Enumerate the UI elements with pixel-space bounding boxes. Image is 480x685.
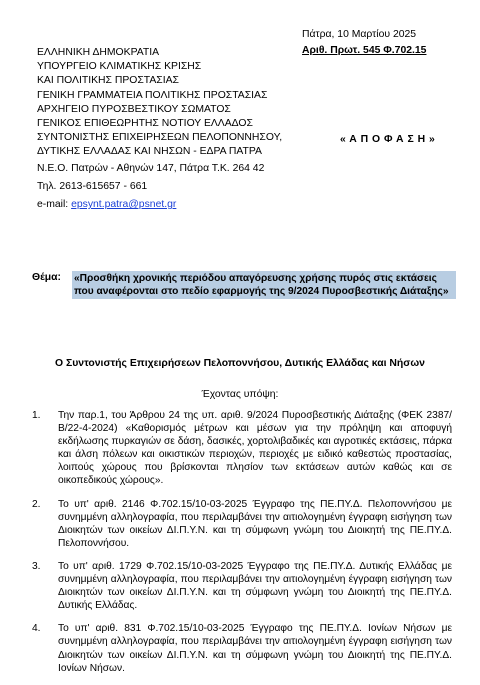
- sender-email-row: [37, 198, 282, 212]
- list-item: [32, 498, 452, 550]
- subject-label: Θέμα:: [32, 272, 61, 283]
- sender-line: ΚΑΙ ΠΟΛΙΤΙΚΗΣ ΠΡΟΣΤΑΣΙΑΣ: [37, 75, 179, 87]
- protocol-number: Αριθ. Πρωτ. 545 Φ.702.15: [302, 45, 427, 56]
- item-text: Το υπ' αριθ. 831 Φ.702.15/10-03-2025 Έγγραφο της ΠΕ.ΠΥ.Δ. Ιονίων Νήσων με συνημμένη αλληλογραφία, που περιλαμβάνει την αιτιολογημένη έγγραφη εισήγηση των Διοικητών των οικείων ΔΙ.Π.Υ.Ν. και τη σύμφωνη γνώμη του Διοικητή της ΠΕ.ΠΥ.Δ. Ιονίων Νήσων.: [58, 623, 452, 674]
- list-item: [32, 409, 452, 488]
- item-text: Την παρ.1, του Άρθρου 24 της υπ. αριθ. 9/2024 Πυροσβεστικής Διάταξης (ΦΕΚ 2387/Β/22-4-2024) «Καθορισμός μέτρων και μέσων για την πρόληψη και αποφυγή εκδήλωσης πυρκαγιών σε δάση, δασικές, χορτολιβαδικές και αγροτικές εκτάσεις, πάρκα και άλση πόλεων και οικιστικών περιοχών, περιοχές με ειδικό καθεστώς προστασίας, λοιπούς χώρους που βρίσκονται πλησίον των εκτάσεων αυτών καθώς και σε οικοπεδικούς χώρους».: [58, 410, 452, 487]
- sender-phone: Τηλ. 2613-615657 - 661: [37, 180, 148, 192]
- email-label: e-mail:: [37, 199, 72, 211]
- item-number: 1.: [32, 410, 41, 421]
- item-text: Το υπ' αριθ. 1729 Φ.702.15/10-03-2025 Έγγραφο της ΠΕ.ΠΥ.Δ. Δυτικής Ελλάδας με συνημμένη αλληλογραφία, που περιλαμβάνει την αιτιολογημένη έγγραφη εισήγηση των Διοικητών των οικείων ΔΙ.Π.Υ.Ν. και τη σύμφωνη γνώμη του Διοικητή της ΠΕ.ΠΥ.Δ. Δυτικής Ελλάδας.: [58, 560, 452, 612]
- sender-line: ΑΡΧΗΓΕΙΟ ΠΥΡΟΣΒΕΣΤΙΚΟΥ ΣΩΜΑΤΟΣ: [37, 103, 231, 115]
- decision-title: « Α Π Ο Φ Α Σ Η »: [340, 134, 436, 145]
- sender-block: [37, 46, 282, 212]
- list-item: [32, 560, 452, 612]
- decision-heading: Ο Συντονιστής Επιχειρήσεων Πελοποννήσου, Δυτικής Ελλάδας και Νήσων: [55, 358, 425, 369]
- item-text: Το υπ' αριθ. 2146 Φ.702.15/10-03-2025 Έγγραφο της ΠΕ.ΠΥ.Δ. Πελοποννήσου με συνημμένη αλληλογραφία, που περιλαμβάνει την αιτιολογημένη έγγραφη εισήγηση των Διοικητών των οικείων ΔΙ.Π.Υ.Ν. και τη σύμφωνη γνώμη του Διοικητή της ΠΕ.ΠΥ.Δ. Πελοποννήσου.: [58, 498, 452, 549]
- having-regard-label: Έχοντας υπόψη:: [201, 389, 279, 400]
- sender-line: ΕΛΛΗΝΙΚΗ ΔΗΜΟΚΡΑΤΙΑ: [37, 47, 160, 58]
- sender-line: ΓΕΝΙΚΟΣ ΕΠΙΘΕΩΡΗΤΗΣ ΝΟΤΙΟΥ ΕΛΛΑΔΟΣ: [37, 118, 253, 130]
- sender-line: ΔΥΤΙΚΗΣ ΕΛΛΑΔΑΣ ΚΑΙ ΝΗΣΩΝ - ΕΔΡΑ ΠΑΤΡΑ: [37, 146, 262, 158]
- sender-line: ΣΥΝΤΟΝΙΣΤΗΣ ΕΠΙΧΕΙΡΗΣΕΩΝ ΠΕΛΟΠΟΝΝΗΣΟΥ,: [37, 132, 283, 144]
- sender-line: ΥΠΟΥΡΓΕΙΟ ΚΛΙΜΑΤΙΚΗΣ ΚΡΙΣΗΣ: [37, 61, 202, 73]
- list-item: [32, 622, 452, 674]
- item-number: 4.: [32, 623, 41, 635]
- sender-line: ΓΕΝΙΚΗ ΓΡΑΜΜΑΤΕΙΑ ΠΟΛΙΤΙΚΗΣ ΠΡΟΣΤΑΣΙΑΣ: [37, 89, 268, 101]
- sender-address: Ν.Ε.Ο. Πατρών - Αθηνών 147, Πάτρα Τ.Κ. 264 42: [37, 162, 265, 174]
- document-date: Πάτρα, 10 Μαρτίου 2025: [302, 29, 417, 40]
- email-link[interactable]: epsynt.patra@psnet.gr: [71, 199, 177, 211]
- subject-text: «Προσθήκη χρονικής περιόδου απαγόρευσης χρήσης πυρός στις εκτάσεις που αναφέρονται στο πεδίο εφαρμογής της 9/2024 Πυροσβεστικής Διάταξης»: [72, 271, 456, 299]
- item-number: 3.: [32, 560, 41, 572]
- item-number: 2.: [32, 498, 41, 510]
- considerations-list: [32, 409, 452, 685]
